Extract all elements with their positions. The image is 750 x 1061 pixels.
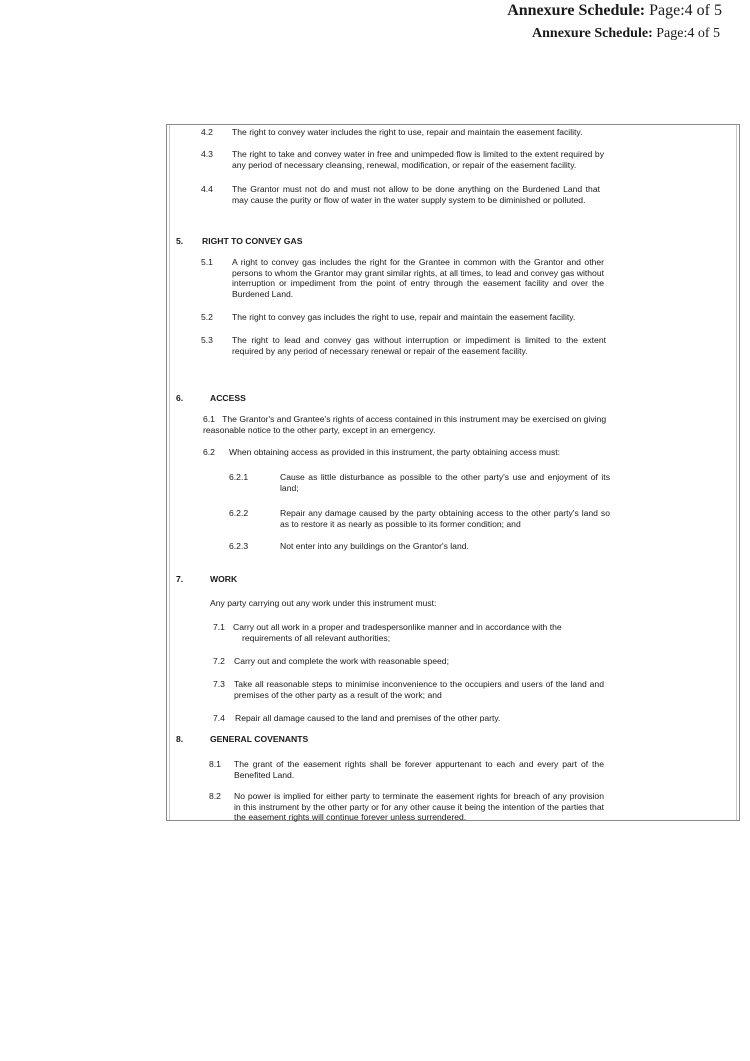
clause-number: 4.2 [201,127,213,137]
clause-text: No power is implied for either party to terminate the easement rights for breach of any provision in this instrument by the other party or for any other cause it being the intention of the parties that the easement rights will continue forever unless surrendered. [234,791,604,823]
section-heading: WORK [210,574,238,584]
section-number: 5. [176,236,184,246]
schedule-frame [166,124,740,821]
subclause-number: 6.2.1 [229,472,249,482]
clause-body: The Grantor's and Grantee's rights of access contained in this instrument may be exercised on giving reasonable notice to the other party, except in an emergency. [203,414,607,435]
clause-text: Carry out and complete the work with reasonable speed; [234,656,449,666]
clause-number: 7.4 [213,713,225,723]
section-heading: GENERAL COVENANTS [210,734,309,744]
clause-text: The Grantor must not do and must not allow to be done anything on the Burdened Land that may cause the purity or flow of water in the water supply system to be diminished or polluted. [232,184,600,205]
section-heading: ACCESS [210,393,246,403]
header-label: Annexure Schedule: [532,26,653,41]
subclause-text: Not enter into any buildings on the Grantor's land. [280,541,469,551]
subclause-number: 6.2.3 [229,541,249,551]
clause-number: 4.4 [201,184,213,194]
section-intro: Any party carrying out any work under this instrument must: [210,598,437,608]
clause-text: A right to convey gas includes the right for the Grantee in common with the Grantor and other persons to whom the Grantor may grant similar rights, at all times, to lead and convey gas without interruption or impediment from the point of entry through the easement facility and over the Burdened Land. [232,257,604,299]
header-page-number: Page:4 of 5 [656,26,720,41]
clause-text: Take all reasonable steps to minimise inconvenience to the occupiers and users of the land and premises of the other party as a result of the work; and [234,679,604,700]
clause-text: The right to convey gas includes the right to use, repair and maintain the easement facility. [232,312,576,322]
clause-number: 6.2 [203,447,215,457]
clause-number: 5.3 [201,335,213,345]
clause-text: When obtaining access as provided in this instrument, the party obtaining access must: [229,447,561,457]
clause-number: 8.1 [209,759,221,769]
page-header-secondary [532,26,720,42]
clause-number: 5.2 [201,312,213,322]
clause-text: Repair all damage caused to the land and premises of the other party. [235,713,501,723]
clause-text: The right to convey water includes the right to use, repair and maintain the easement facility. [232,127,583,137]
section-number: 6. [176,393,184,403]
clause-text [203,414,608,435]
page-header-primary [507,2,722,20]
section-heading: RIGHT TO CONVEY GAS [202,236,303,246]
clause-text: The grant of the easement rights shall be forever appurtenant to each and every part of the Benefited Land. [234,759,604,780]
clause-text: Carry out all work in a proper and tradespersonlike manner and in accordance with the requirements of all relevant authorities; [233,622,562,643]
clause-number: 4.3 [201,149,213,159]
section-number: 8. [176,734,184,744]
clause-number: 6.1 [203,414,215,424]
clause-number: 7.2 [213,656,225,666]
clause-text: The right to lead and convey gas without interruption or impediment is limited to the extent required by any period of necessary renewal or repair of the easement facility. [232,335,606,356]
subclause-text: Cause as little disturbance as possible to the other party's use and enjoyment of its land; [280,472,610,493]
subclause-number: 6.2.2 [229,508,249,518]
section-number: 7. [176,574,184,584]
clause-text: The right to take and convey water in free and unimpeded flow is limited to the extent required by any period of necessary cleansing, renewal, modification, or repair of the easement facility. [232,149,604,170]
subclause-text: Repair any damage caused by the party obtaining access to the other party's land so as to restore it as nearly as possible to its former condition; and [280,508,610,529]
header-page-number: Page:4 of 5 [649,2,722,19]
clause-number: 7.1 [213,622,225,632]
clause-number: 5.1 [201,257,213,267]
clause-number: 7.3 [213,679,225,689]
clause-number: 8.2 [209,791,221,801]
header-label: Annexure Schedule: [507,2,646,19]
